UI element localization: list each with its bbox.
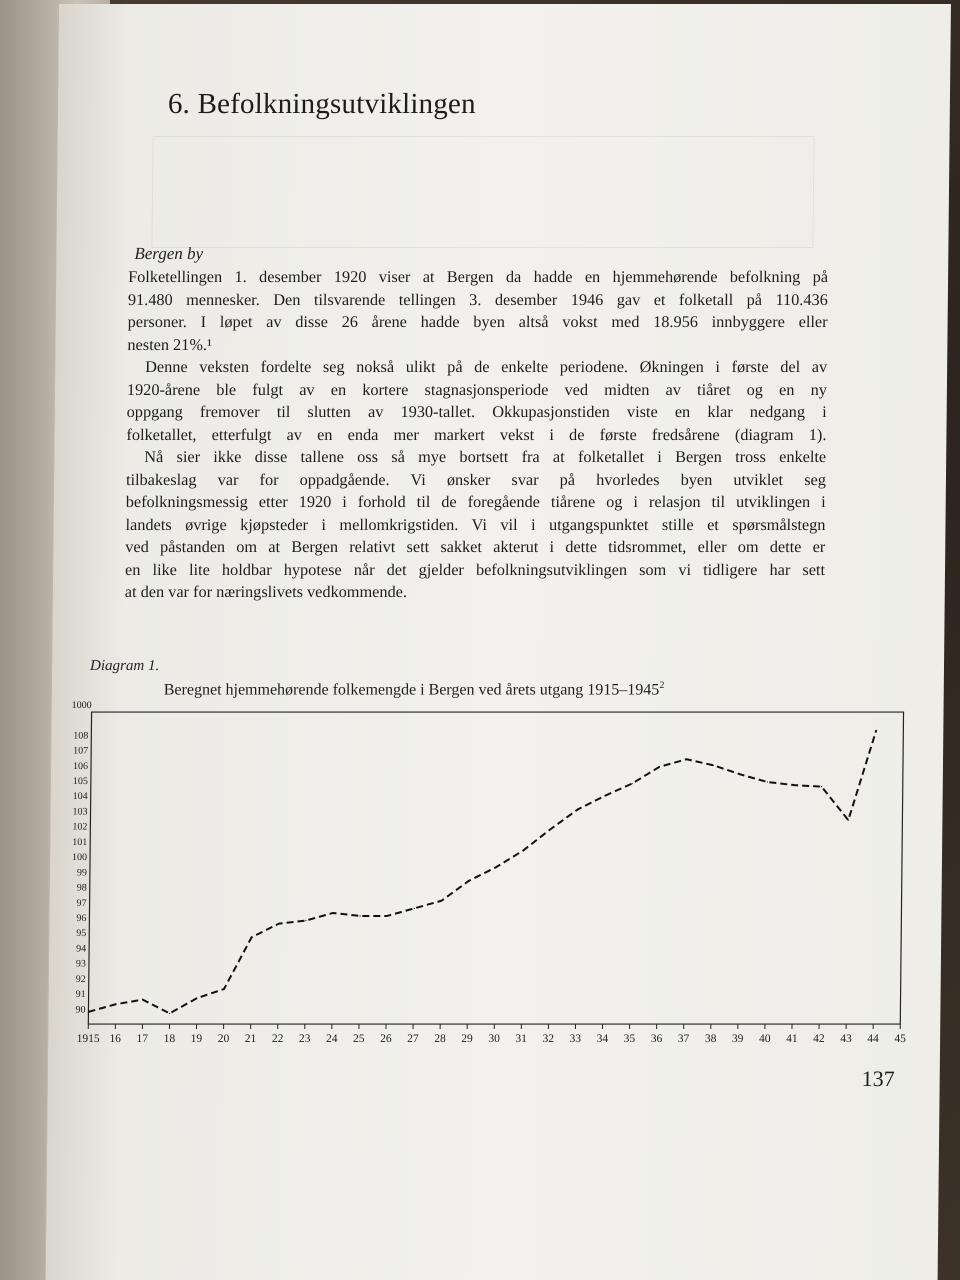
population-series-line	[88, 730, 876, 1013]
paragraph-2	[125, 356, 828, 604]
x-tick-label: 18	[163, 1033, 176, 1046]
y-tick-label: 104	[72, 791, 88, 803]
x-tick-label: 29	[461, 1033, 473, 1046]
y-tick-label: 106	[72, 760, 89, 772]
page-number: 137	[861, 1066, 895, 1092]
y-tick-label: 94	[76, 943, 87, 955]
data-point	[414, 908, 415, 909]
paragraph-line: personer. I løpet av disse 26 årene hadde byen altså vokst med 18.956 innbyggere eller	[127, 312, 828, 332]
x-tick-label: 20	[217, 1033, 230, 1046]
data-point	[821, 786, 822, 787]
y-tick-label: 108	[73, 730, 89, 742]
show-through-graph	[151, 136, 814, 248]
x-tick-label: 37	[677, 1033, 690, 1046]
paragraph-line: Denne veksten fordelte seg nokså ulikt på de enkelte periodene. Økningen i første del av	[145, 357, 828, 377]
data-point	[169, 1013, 170, 1014]
y-tick-label: 95	[76, 928, 87, 940]
data-point	[305, 920, 306, 921]
y-tick-label: 93	[75, 958, 87, 970]
paragraph-line: folketallet, etterfulgt av en enda mer markert vekst i de første fredsårene (diagram 1).	[126, 424, 827, 444]
population-line-chart	[48, 694, 932, 1054]
paragraph-line: befolkningsmessig etter 1920 i forhold til de foregående tiårene og i relasjon til utviklingen i	[125, 492, 826, 512]
paragraph-line: oppgang fremover til slutten av 1930-tallet. Okkupasjonstiden viste en klar nedgang i	[126, 402, 827, 422]
paragraph-1	[127, 266, 828, 356]
paragraph-line: 1920-årene ble fulgt av en kortere stagnasjonsperiode ved midten av tiåret og en ny	[126, 379, 828, 399]
data-point	[359, 915, 360, 916]
paragraph-line: tilbakeslag var for oppadgående. Vi ønsker svar på hvorledes byen utviklet seg	[125, 469, 827, 489]
x-tick-label: 34	[596, 1033, 609, 1046]
y-unit-label: 1000	[71, 700, 92, 712]
y-tick-label: 99	[76, 867, 87, 879]
paragraph-line: Nå sier ikke disse tallene oss så mye bortsett fra at folketallet i Bergen tross enkelte	[144, 447, 827, 467]
paragraph-line: at den var for næringslivets vedkommende.	[124, 582, 408, 602]
data-point	[767, 781, 768, 782]
diagram-title-text: Beregnet hjemmehørende folkemengde i Bergen ved årets utgang 1915–1945	[163, 681, 660, 699]
x-tick-label: 32	[542, 1033, 555, 1046]
y-tick-label: 105	[72, 776, 88, 788]
x-tick-label: 27	[407, 1033, 419, 1046]
x-tick-label: 35	[623, 1033, 636, 1046]
y-tick-label: 101	[72, 836, 88, 848]
x-tick-label: 33	[569, 1033, 582, 1046]
x-tick-label: 40	[758, 1033, 771, 1046]
y-tick-label: 100	[72, 852, 88, 864]
paragraph-line: nesten 21%.¹	[127, 334, 212, 354]
chapter-heading: 6. Befolkningsutviklingen	[167, 88, 476, 121]
x-tick-label: 22	[271, 1033, 284, 1046]
x-tick-label: 16	[109, 1033, 122, 1046]
x-tick-label: 45	[894, 1033, 906, 1046]
x-tick-label: 17	[136, 1033, 149, 1046]
x-tick-label: 31	[515, 1033, 528, 1046]
x-tick-label: 26	[380, 1033, 392, 1046]
x-tick-label: 38	[704, 1033, 717, 1046]
book-page	[45, 4, 951, 1280]
y-tick-label: 96	[76, 913, 87, 925]
x-tick-label: 36	[650, 1033, 663, 1046]
paragraph-line: ved påstanden om at Bergen relativt sett sakket akterut i dette tidsrommet, eller om dette er	[125, 537, 826, 557]
section-subheading: Bergen by	[134, 244, 204, 264]
x-tick-label: 24	[325, 1033, 338, 1046]
diagram-label: Diagram 1.	[89, 658, 160, 675]
x-tick-label: 28	[434, 1033, 446, 1046]
diagram-title-footnote: 2	[659, 680, 665, 692]
y-tick-label: 107	[73, 745, 89, 757]
paragraph-line: en like lite holdbar hypotese når det gjelder befolkningsutviklingen som vi tidligere har sett	[124, 559, 826, 579]
paragraph-line: 91.480 mennesker. Den tilsvarende tellingen 3. desember 1946 gav et folketall på 110.436	[127, 289, 828, 309]
x-tick-label: 41	[786, 1033, 798, 1046]
y-tick-label: 103	[72, 806, 88, 818]
y-tick-label: 92	[75, 973, 86, 985]
paragraph-line: landets øvrige kjøpsteder i mellomkrigstiden. Vi vil i utgangspunktet stille et spørsmålstegn	[125, 514, 826, 534]
x-tick-label: 25	[352, 1033, 365, 1046]
y-tick-label: 98	[76, 882, 87, 894]
y-tick-label: 90	[75, 1004, 86, 1016]
y-tick-label: 102	[72, 821, 88, 833]
x-tick-label: 1915	[76, 1033, 100, 1046]
x-tick-label: 43	[840, 1033, 852, 1046]
x-tick-label: 39	[731, 1033, 744, 1046]
paragraph-line: Folketellingen 1. desember 1920 viser at Bergen da hadde en hjemmehørende befolkning på	[128, 267, 829, 287]
data-point	[632, 783, 633, 784]
x-tick-label: 42	[813, 1033, 825, 1046]
x-tick-label: 30	[488, 1033, 500, 1046]
y-tick-label: 97	[76, 897, 87, 909]
x-tick-label: 23	[298, 1033, 311, 1046]
y-tick-label: 91	[75, 989, 86, 1001]
x-tick-label: 44	[867, 1033, 879, 1046]
x-tick-label: 21	[244, 1033, 257, 1046]
x-tick-label: 19	[190, 1033, 203, 1046]
